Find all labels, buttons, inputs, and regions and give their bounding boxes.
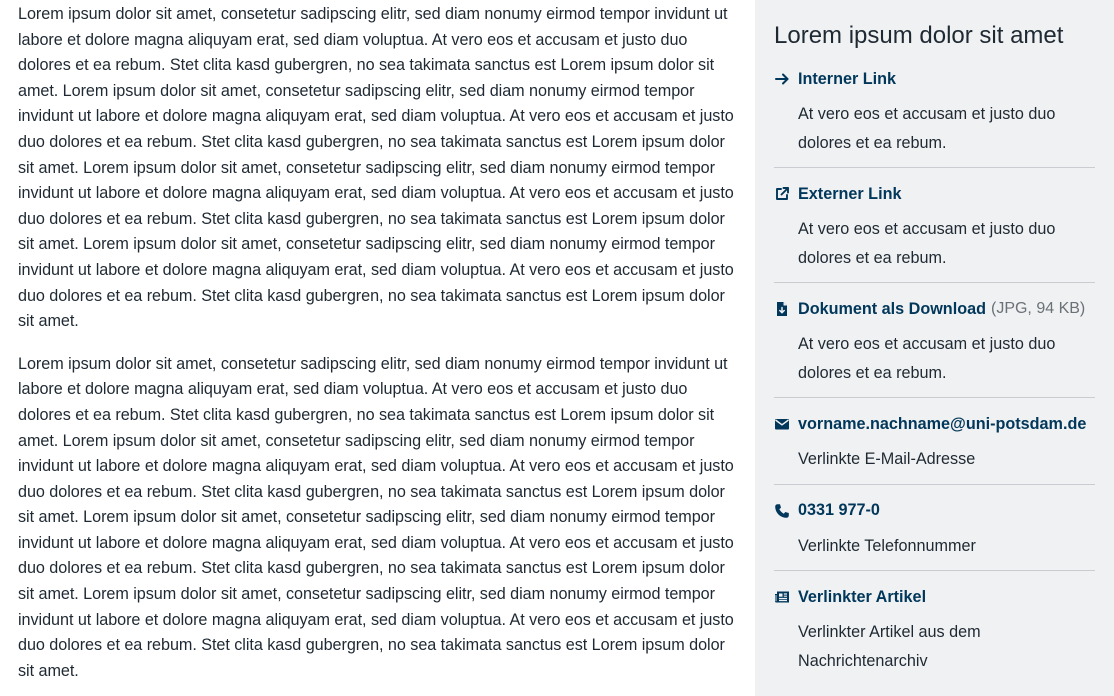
sidebar-link-item bbox=[774, 296, 1095, 398]
email-link-label[interactable]: vorname.nachname@uni-potsdam.de bbox=[798, 414, 1087, 433]
sidebar-link-item bbox=[774, 66, 1095, 168]
article-link[interactable] bbox=[774, 584, 1095, 610]
internal-link[interactable] bbox=[774, 66, 1095, 92]
download-link[interactable] bbox=[774, 296, 1095, 322]
sidebar-link-item bbox=[774, 181, 1095, 283]
sidebar-link-item bbox=[774, 498, 1095, 572]
phone-link-description: Verlinkte Telefonnummer bbox=[798, 536, 976, 555]
external-link-description: At vero eos et accusam et justo duo dolores et ea rebum. bbox=[798, 220, 1056, 267]
body-paragraph: Lorem ipsum dolor sit amet, consetetur sadipscing elitr, sed diam nonumy eirmod tempor invidunt ut labore et dolore magna aliquyam erat, sed diam voluptua. At vero eos et accusam et justo duo dolores et ea rebum. Stet clita kasd gubergren, no sea takimata sanctus est Lorem ipsum dolor sit amet. Lorem ipsum dolor sit amet, consetetur sadipscing elitr, sed diam nonumy eirmod tempor invidunt ut labore et dolore magna aliquyam erat, sed diam voluptua. At vero eos et accusam et justo duo dolores et ea rebum. Stet clita kasd gubergren, no sea takimata sanctus est Lorem ipsum dolor sit amet. Lorem ipsum dolor sit amet, consetetur sadipscing elitr, sed diam nonumy eirmod tempor invidunt ut labore et dolore magna aliquyam erat, sed diam voluptua. At vero eos et accusam et justo duo dolores et ea rebum. Stet clita kasd gubergren, no sea takimata sanctus est Lorem ipsum dolor sit amet. Lorem ipsum dolor sit amet, consetetur sadipscing elitr, sed diam nonumy eirmod tempor invidunt ut labore et dolore magna aliquyam erat, sed diam voluptua. At vero eos et accusam et justo duo dolores et ea rebum. Stet clita kasd gubergren, no sea takimata sanctus est Lorem ipsum dolor sit amet. bbox=[18, 5, 734, 331]
sidebar-link-item bbox=[774, 584, 1095, 685]
phone-icon bbox=[774, 503, 790, 519]
download-link-label[interactable]: Dokument als Download bbox=[798, 299, 986, 318]
file-download-icon bbox=[774, 301, 790, 317]
email-link-description: Verlinkte E-Mail-Adresse bbox=[798, 450, 976, 468]
arrow-right-icon bbox=[774, 71, 790, 87]
download-file-info: (JPG, 94 KB) bbox=[990, 300, 1086, 317]
internal-link-description: At vero eos et accusam et justo duo dolores et ea rebum. bbox=[798, 105, 1056, 152]
external-link-label[interactable]: Externer Link bbox=[798, 184, 902, 203]
internal-link-label[interactable]: Interner Link bbox=[798, 69, 897, 88]
external-link-icon bbox=[774, 186, 790, 202]
article-link-label[interactable]: Verlinkter Artikel bbox=[798, 587, 927, 606]
main-content bbox=[18, 2, 740, 696]
body-paragraph: Lorem ipsum dolor sit amet, consetetur sadipscing elitr, sed diam nonumy eirmod tempor invidunt ut labore et dolore magna aliquyam erat, sed diam voluptua. At vero eos et accusam et justo duo dolores et ea rebum. Stet clita kasd gubergren, no sea takimata sanctus est Lorem ipsum dolor sit amet. Lorem ipsum dolor sit amet, consetetur sadipscing elitr, sed diam nonumy eirmod tempor invidunt ut labore et dolore magna aliquyam erat, sed diam voluptua. At vero eos et accusam et justo duo dolores et ea rebum. Stet clita kasd gubergren, no sea takimata sanctus est Lorem ipsum dolor sit amet. Lorem ipsum dolor sit amet, consetetur sadipscing elitr, sed diam nonumy eirmod tempor invidunt ut labore et dolore magna aliquyam erat, sed diam voluptua. At vero eos et accusam et justo duo dolores et ea rebum. Stet clita kasd gubergren, no sea takimata sanctus est Lorem ipsum dolor sit amet. Lorem ipsum dolor sit amet, consetetur sadipscing elitr, sed diam nonumy eirmod tempor invidunt ut labore et dolore magna aliquyam erat, sed diam voluptua. At vero eos et accusam et justo duo dolores et ea rebum. Stet clita kasd gubergren, no sea takimata sanctus est Lorem ipsum dolor sit amet. bbox=[18, 354, 734, 680]
external-link[interactable] bbox=[774, 181, 1095, 207]
article-link-description: Verlinkter Artikel aus dem Nachrichtenarchiv bbox=[798, 623, 981, 670]
sidebar-link-item bbox=[774, 411, 1095, 485]
sidebar-title: Lorem ipsum dolor sit amet bbox=[774, 22, 1064, 49]
phone-link-label[interactable]: 0331 977-0 bbox=[798, 501, 880, 519]
newspaper-icon bbox=[774, 589, 790, 605]
phone-link[interactable] bbox=[774, 498, 1095, 524]
email-link[interactable] bbox=[774, 411, 1095, 437]
sidebar-box bbox=[755, 0, 1114, 696]
envelope-icon bbox=[774, 416, 790, 432]
download-link-description: At vero eos et accusam et justo duo dolores et ea rebum. bbox=[798, 335, 1056, 382]
